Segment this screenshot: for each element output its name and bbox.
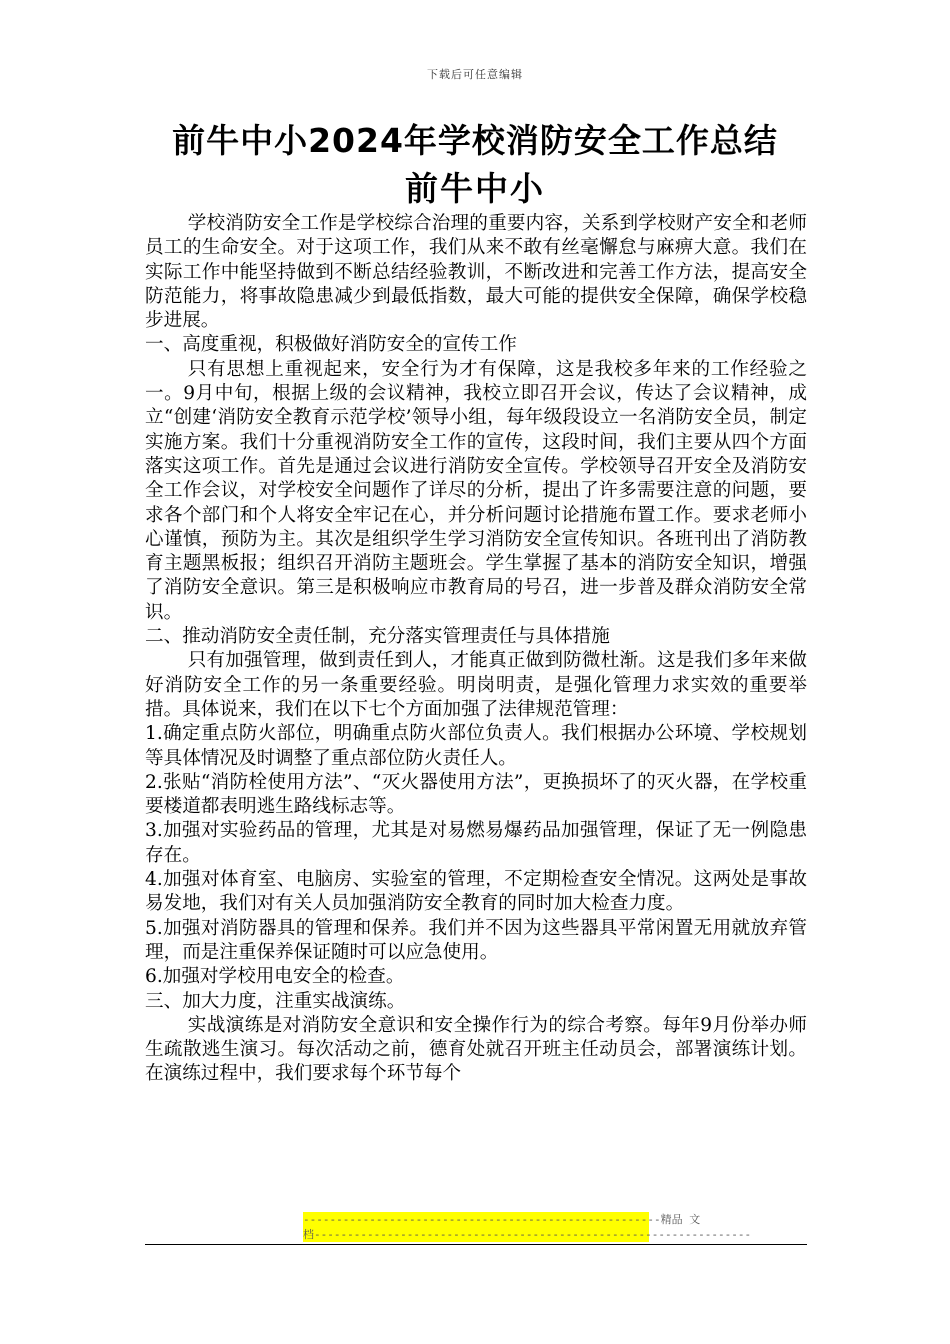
document-body — [145, 212, 807, 1087]
list-item-5: 5.加强对消防器具的管理和保养。我们并不因为这些器具平常闲置无用就放弃管理，而是注重保养保证随时可以应急使用。 — [145, 917, 807, 963]
footer-watermark — [303, 1212, 752, 1242]
intro-paragraph: 学校消防安全工作是学校综合治理的重要内容，关系到学校财产安全和老师员工的生命安全。对于这项工作，我们从来不敢有丝毫懈怠与麻痹大意。我们在实际工作中能坚持做到不断总结经验教训，不断改进和完善工作方法，提高安全防范能力，将事故隐患减少到最低指数，最大可能的提供安全保障，确保学校稳步进展。 — [145, 213, 807, 332]
section-3-paragraph: 实战演练是对消防安全意识和安全操作行为的综合考察。每年9月份举办师生疏散逃生演习。每次活动之前，德育处就召开班主任动员会，部署演练计划。在演练过程中，我们要求每个环节每个 — [145, 1014, 807, 1085]
document-subtitle: 前牛中小 — [405, 169, 545, 208]
list-item-3: 3.加强对实验药品的管理，尤其是对易燃易爆药品加强管理，保证了无一例隐患存在。 — [145, 820, 807, 866]
footer-divider — [145, 1244, 807, 1245]
section-heading-3: 三、加大力度，注重实战演练。 — [145, 990, 406, 1012]
header-note: 下载后可任意编辑 — [427, 68, 523, 81]
footer-line-2: 档------------------------------------------------------------------ — [303, 1228, 752, 1241]
section-heading-2: 二、推动消防安全责任制，充分落实管理责任与具体措施 — [145, 626, 610, 648]
list-item-4: 4.加强对体育室、电脑房、实验室的管理，不定期检查安全情况。这两处是事故易发地，我们对有关人员加强消防安全教育的同时加大检查力度。 — [145, 869, 807, 915]
list-item-1: 1.确定重点防火部位，明确重点防火部位负责人。我们根据办公环境、学校规划等具体情况及时调整了重点部位防火责任人。 — [145, 723, 807, 769]
section-1-paragraph: 只有思想上重视起来，安全行为才有保障，这是我校多年来的工作经验之一。9月中旬，根据上级的会议精神，我校立即召开会议，传达了会议精神，成立“创建‘消防安全教育示范学校’领导小组，每年级段设立一名消防安全员，制定实施方案。我们十分重视消防安全工作的宣传，这段时间，我们主要从四个方面落实这项工作。首先是通过会议进行消防安全宣传。学校领导召开安全及消防安全工作会议，对学校安全问题作了详尽的分析，提出了许多需要注意的问题，要求各个部门和个人将安全牢记在心，并分析问题讨论措施布置工作。要求老师小心谨慎，预防为主。其次是组织学生学习消防安全宣传知识。各班刊出了消防教育主题黑板报；组织召开消防主题班会。学生掌握了基本的消防安全知识，增强了消防安全意识。第三是积极响应市教育局的号召，进一步普及群众消防安全常识。 — [145, 358, 807, 623]
list-item-2: 2.张贴“消防栓使用方法”、“灭火器使用方法”，更换损坏了的灭火器，在学校重要楼道都表明逃生路线标志等。 — [145, 771, 807, 818]
document-title: 前牛中小2024年学校消防安全工作总结 — [172, 121, 778, 160]
section-heading-1: 一、高度重视，积极做好消防安全的宣传工作 — [145, 334, 517, 356]
footer-line-1: ------------------------------------------------------精品 文 — [303, 1213, 701, 1226]
list-item-6: 6.加强对学校用电安全的检查。 — [145, 966, 405, 988]
section-2-paragraph: 只有加强管理，做到责任到人，才能真正做到防微杜渐。这是我们多年来做好消防安全工作的另一条重要经验。明岗明责，是强化管理力求实效的重要举措。具体说来，我们在以下七个方面加强了法律规范管理： — [145, 650, 807, 720]
